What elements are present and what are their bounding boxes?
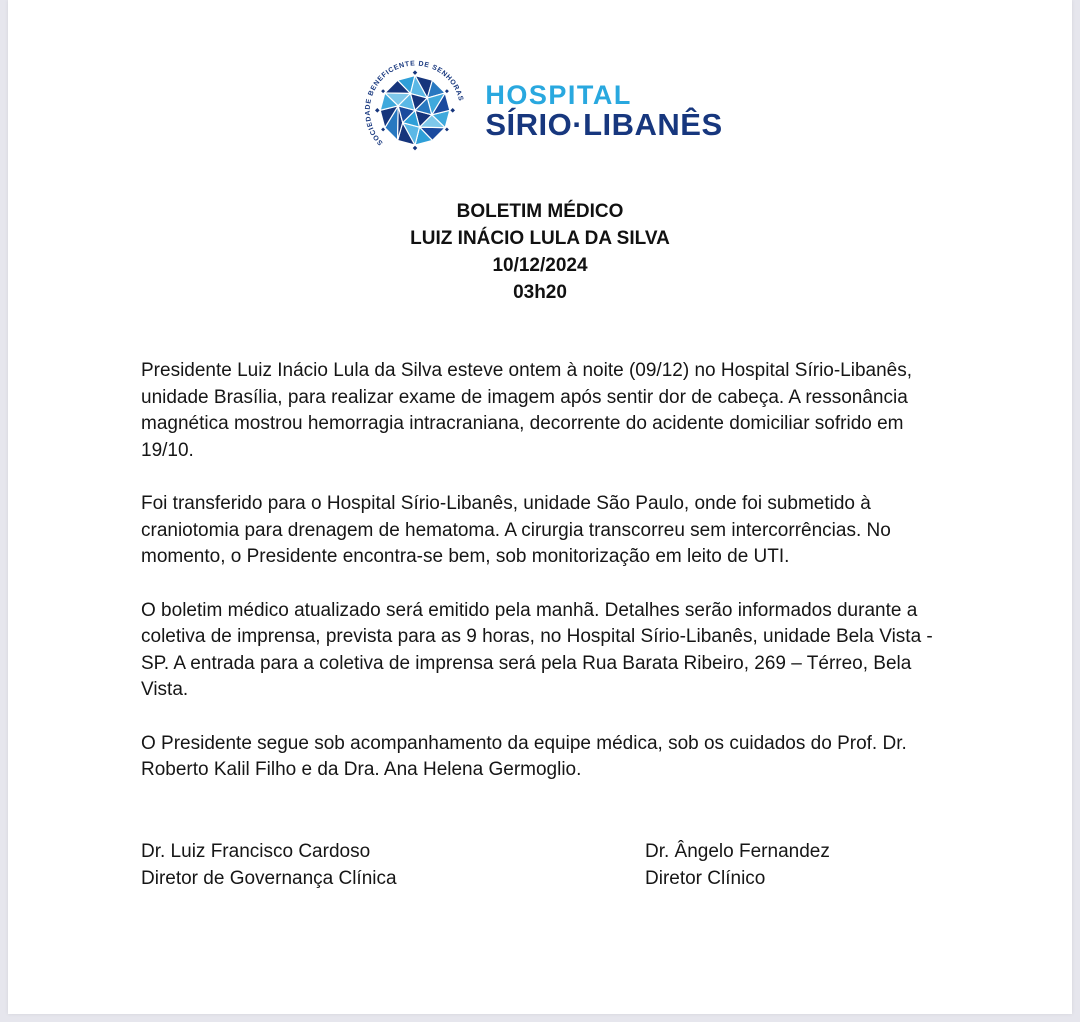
hospital-logo-sphere-icon — [357, 50, 473, 166]
patient-name: LUIZ INÁCIO LULA DA SILVA — [410, 228, 670, 249]
signature-right — [645, 838, 950, 892]
bulletin-time: 03h20 — [513, 282, 567, 303]
hospital-logo-wordmark — [485, 75, 722, 142]
logo-word-hospital: HOSPITAL — [485, 79, 632, 110]
paragraph-1: Presidente Luiz Inácio Lula da Silva esteve ontem à noite (09/12) no Hospital Sírio-Libanês, unidade Brasília, para realizar exame de imagem após sentir dor de cabeça. A ressonância magnética mostrou hemorragia intracraniana, decorrente do acidente domiciliar sofrido em 19/10. — [141, 360, 913, 461]
logo-facets — [381, 76, 451, 146]
paragraph-3: O boletim médico atualizado será emitido pela manhã. Detalhes serão informados durante a coletiva de imprensa, prevista para as 9 horas, no Hospital Sírio-Libanês, unidade Bela Vista - SP. A entrada para a coletiva de imprensa será pela Rua Barata Ribeiro, 269 – Térreo, Bela Vista. — [141, 599, 933, 700]
bulletin-body — [141, 358, 950, 784]
logo-ring-text: SOCIEDADE BENEFICENTE DE SENHORAS — [365, 60, 465, 147]
bulletin-date: 10/12/2024 — [492, 255, 588, 276]
hospital-logo — [8, 0, 1072, 166]
logo-word-sirio-libanes: SÍRIO·LIBANÊS — [485, 106, 723, 142]
signature-left — [141, 838, 645, 892]
signer-right-name: Dr. Ângelo Fernandez — [645, 840, 830, 862]
bulletin-header — [8, 198, 1072, 306]
signer-left-name: Dr. Luiz Francisco Cardoso — [141, 840, 371, 862]
signature-block — [141, 838, 950, 892]
signer-left-role: Diretor de Governança Clínica — [141, 867, 397, 889]
document-page — [8, 0, 1072, 1014]
signer-right-role: Diretor Clínico — [645, 867, 766, 889]
bulletin-title: BOLETIM MÉDICO — [456, 201, 624, 222]
paragraph-4: O Presidente segue sob acompanhamento da equipe médica, sob os cuidados do Prof. Dr. Roberto Kalil Filho e da Dra. Ana Helena Germoglio. — [141, 732, 907, 780]
paragraph-2: Foi transferido para o Hospital Sírio-Libanês, unidade São Paulo, onde foi submetido à craniotomia para drenagem de hematoma. A cirurgia transcorreu sem intercorrências. No momento, o Presidente encontra-se bem, sob monitorização em leito de UTI. — [141, 493, 891, 567]
